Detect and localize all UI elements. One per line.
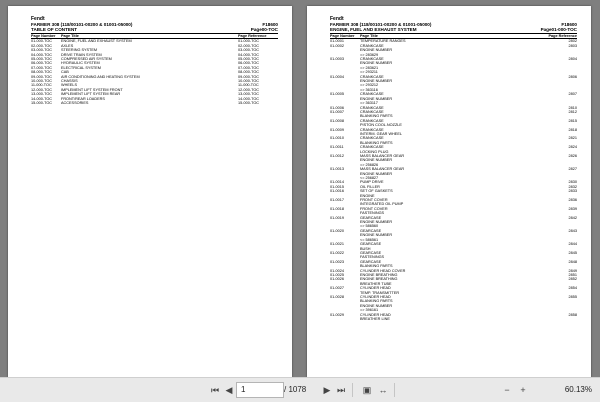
parts-page-title (360, 277, 541, 286)
parts-title-line: MASS BALANCER GEAR (360, 167, 405, 172)
parts-title-line: CRANKCASE (360, 109, 384, 114)
parts-title-line: OIL FILLER (360, 184, 380, 189)
parts-page-number: 01-0012 (330, 153, 344, 158)
toc-page-number: 04-000-TOC (31, 52, 53, 57)
parts-page-number: 01-0005 (330, 92, 344, 97)
parts-page-reference: 2839 (568, 206, 577, 211)
catalog-code: F18600 (561, 22, 577, 27)
page-title: FARMER 308 (118/00101-00200 & 01001-05000) (330, 22, 432, 27)
toc-page-number: 08-000-TOC (31, 70, 53, 75)
toc-page-title: AIR CONDITIONING AND HEATING SYSTEM (61, 74, 140, 79)
parts-row[interactable] (330, 75, 577, 93)
parts-page-reference: 2803 (568, 43, 577, 48)
parts-title-line: => 586560 (360, 224, 379, 229)
toc-page-reference: 06-000-TOC (238, 61, 260, 66)
parts-page-reference: 2832 (568, 184, 577, 189)
parts-row[interactable] (330, 229, 577, 242)
toc-page-reference: 08-000-TOC (238, 70, 260, 75)
toc-page-reference: 05-000-TOC (238, 57, 260, 62)
parts-page-reference: 2849 (568, 268, 577, 273)
parts-page-number: 01-0014 (330, 180, 344, 185)
parts-title-line: CRANKCASE (360, 136, 384, 141)
document-page-left (8, 6, 292, 378)
parts-page-number: 01-0006 (330, 105, 344, 110)
toc-page-reference: 13-000-TOC (238, 92, 260, 97)
last-page-icon[interactable]: ⏭ (336, 385, 346, 395)
fit-width-icon[interactable]: ↔ (378, 385, 388, 395)
parts-page-title (360, 128, 541, 137)
toc-page-reference: 15-000-TOC (238, 101, 260, 106)
parts-page-reference: 2804 (568, 57, 577, 62)
brand-name: Fendt (330, 16, 344, 22)
parts-row[interactable] (330, 57, 577, 75)
parts-title-line: => 283621 (360, 65, 379, 70)
parts-title-line: ENGINE NUMBER (360, 303, 393, 308)
page-reference: Page00-TOC (250, 27, 278, 33)
parts-title-line: CYLINDER HEAD (360, 286, 391, 291)
parts-page-title (360, 216, 541, 229)
zoom-level[interactable]: 60.13% (564, 385, 592, 394)
parts-title-line: CRANKCASE (360, 118, 384, 123)
toc-page-title: ENGINE, FUEL AND EXHAUST SYSTEM (61, 39, 132, 44)
parts-page-number: 01-0013 (330, 167, 344, 172)
fit-page-icon[interactable]: ▣ (362, 385, 372, 395)
parts-title-line: CRANKCASE (360, 74, 384, 79)
parts-title-line: => 293212 (360, 83, 379, 88)
parts-page-reference: 2810 (568, 105, 577, 110)
parts-page-number: 01-0017 (330, 198, 344, 203)
parts-page-title (360, 242, 541, 251)
toolbar-divider (394, 383, 395, 397)
parts-page-title (360, 119, 541, 128)
parts-page-title (360, 313, 541, 322)
parts-page-title (360, 260, 541, 269)
toolbar-divider (352, 383, 353, 397)
toc-page-title: ACCESSORIES (61, 101, 89, 106)
page-reference: Page01-000-TOC (540, 27, 577, 33)
parts-title-line: FASTENINGS (360, 255, 385, 260)
parts-title-line: ENGINE NUMBER (360, 61, 393, 66)
parts-page-reference: 2821 (568, 136, 577, 141)
parts-title-line: => 293211 (360, 70, 378, 75)
parts-title-line: BLANKING PARTS (360, 264, 393, 269)
parts-page-title (360, 75, 541, 93)
brand-name: Fendt (31, 16, 45, 22)
parts-page-number: 01-0024 (330, 268, 344, 273)
parts-title-line: ENGINE BREATHING (360, 277, 398, 282)
parts-row[interactable] (330, 286, 577, 295)
toc-page-title: CAB (61, 70, 69, 75)
parts-title-line: CRANKCASE (360, 43, 384, 48)
parts-title-line: CRANKCASE (360, 92, 384, 97)
toc-row[interactable] (31, 101, 278, 105)
catalog-code: F18600 (262, 22, 278, 27)
parts-page-number: 01-0026 (330, 277, 344, 282)
parts-page-reference: 2844 (568, 242, 577, 247)
parts-page-reference: 2815 (568, 118, 577, 123)
toc-page-reference: 03-000-TOC (238, 48, 260, 53)
parts-title-line: BLANKING PARTS (360, 140, 393, 145)
toc-page-reference: 04-000-TOC (238, 52, 260, 57)
toc-page-number: 15-000-TOC (31, 101, 53, 106)
parts-page-reference: 2836 (568, 198, 577, 203)
parts-page-reference: 2833 (568, 189, 577, 194)
parts-page-reference: 2843 (568, 228, 577, 233)
parts-page-number: 01-0028 (330, 294, 344, 299)
pdf-toolbar (0, 377, 600, 402)
parts-title-line: MASS BALANCER GEAR (360, 153, 405, 158)
toc-page-title: AXLES (61, 43, 74, 48)
parts-page-number: 01-0018 (330, 206, 344, 211)
parts-title-line: GEARCASE (360, 259, 382, 264)
parts-page-reference: 2852 (568, 277, 577, 282)
toc-page-reference: 12-000-TOC (238, 87, 260, 92)
toc-page-title: DRIVE TRAIN SYSTEM (61, 52, 102, 57)
parts-row[interactable] (330, 189, 577, 198)
parts-page-number: 01-0007 (330, 109, 344, 114)
parts-page-number: 01-0009 (330, 127, 344, 132)
parts-row[interactable] (330, 119, 577, 128)
toc-page-title: STEERING SYSTEM (61, 48, 98, 53)
toc-page-reference: 01-000-TOC (238, 39, 260, 44)
parts-title-line: SET OF GASKETS (360, 189, 393, 194)
parts-row[interactable] (330, 251, 577, 260)
parts-page-title (360, 92, 541, 105)
parts-index-table (330, 39, 577, 321)
page-total: / 1078 (284, 385, 307, 394)
parts-title-line: CYLINDER HEAD COVER (360, 268, 406, 273)
toc-page-number: 03-000-TOC (31, 48, 53, 53)
parts-page-number: 01-0025 (330, 272, 344, 277)
parts-title-line: BUSH (360, 246, 371, 251)
parts-page-number: 01-0001 (330, 39, 344, 44)
toc-page-number: 06-000-TOC (31, 61, 53, 66)
toc-page-title: CHASSIS (61, 79, 78, 84)
parts-title-line: => 396161 (360, 308, 379, 313)
parts-row[interactable] (330, 295, 577, 313)
toc-page-number: 12-000-TOC (31, 87, 53, 92)
parts-page-number: 01-0022 (330, 250, 344, 255)
parts-title-line: BLANKING PARTS (360, 299, 393, 304)
parts-page-reference: 2826 (568, 153, 577, 158)
parts-row[interactable] (330, 198, 577, 207)
parts-page-reference: 2855 (568, 294, 577, 299)
parts-page-reference: 2827 (568, 167, 577, 172)
toc-page-title: COMPRESSED AIR SYSTEM (61, 57, 112, 62)
parts-row[interactable] (330, 242, 577, 251)
parts-title-line: ENGINE NUMBER (360, 171, 393, 176)
toc-page-reference: 14-000-TOC (238, 96, 260, 101)
parts-page-title (360, 136, 541, 145)
parts-title-line: ENGINE NUMBER (360, 48, 393, 53)
toc-page-title: WHEELS (61, 83, 78, 88)
parts-page-number: 01-0008 (330, 118, 344, 123)
toc-page-title: ELECTRICAL SYSTEM (61, 65, 101, 70)
parts-page-number: 01-0023 (330, 259, 344, 264)
parts-title-line: CRANKCASE (360, 127, 384, 132)
parts-page-number: 01-0021 (330, 242, 344, 247)
parts-row[interactable] (330, 154, 577, 167)
column-header-number: Page Number (330, 33, 355, 38)
parts-title-line: TEMP. TRANSMITTER (360, 290, 400, 295)
parts-page-number: 01-0020 (330, 228, 344, 233)
zoom-out-icon[interactable]: − (504, 385, 510, 395)
prev-page-icon[interactable]: ◀ (225, 385, 233, 395)
document-page-right (307, 6, 591, 378)
parts-row[interactable] (330, 216, 577, 229)
parts-title-line: CYLINDER HEAD (360, 294, 391, 299)
parts-title-line: GEARCASE (360, 215, 382, 220)
parts-page-title (360, 229, 541, 242)
parts-page-title (360, 295, 541, 313)
toc-page-number: 01-000-TOC (31, 39, 53, 44)
toc-page-title: FRONT/REAR LOADERS (61, 96, 105, 101)
parts-row[interactable] (330, 207, 577, 216)
parts-row[interactable] (330, 44, 577, 57)
parts-page-reference: 2818 (568, 127, 577, 132)
parts-title-line: INTEGRATED OIL PUMP (360, 202, 404, 207)
toc-page-reference: 09-000-TOC (238, 74, 260, 79)
parts-title-line: ENGINE BREATHING (360, 272, 398, 277)
parts-page-reference: 2845 (568, 250, 577, 255)
parts-page-number: 01-0003 (330, 57, 344, 62)
parts-page-title (360, 110, 541, 119)
parts-row[interactable] (330, 92, 577, 105)
parts-title-line: FASTENINGS (360, 211, 385, 216)
parts-title-line: ENGINE (360, 193, 375, 198)
parts-title-line: TEMPERATURE RANGES (360, 39, 406, 44)
parts-title-line: CYLINDER HEAD (360, 312, 391, 317)
parts-title-line: PISTON COOL.NOZZLE (360, 123, 402, 128)
parts-title-line: FRONT COVER (360, 206, 388, 211)
parts-title-line: => 283629 (360, 52, 379, 57)
parts-title-line: ENGINE NUMBER (360, 158, 393, 163)
toc-page-reference: 07-000-TOC (238, 65, 260, 70)
page-number-input[interactable]: 1 (236, 382, 284, 398)
toc-page-number: 10-000-TOC (31, 79, 53, 84)
parts-page-number: 01-0019 (330, 215, 344, 220)
parts-title-line: GEARCASE (360, 242, 382, 247)
parts-page-number: 01-0027 (330, 286, 344, 291)
parts-title-line: BREATHER TUBE (360, 281, 392, 286)
parts-page-reference: 2802 (568, 39, 577, 44)
page-title: FARMER 308 (118/00101-00200 & 01001-05000) (31, 22, 133, 27)
parts-page-number: 01-0010 (330, 136, 344, 141)
column-header-title: Page Title (360, 33, 378, 38)
parts-page-reference: 2824 (568, 145, 577, 150)
parts-page-reference: 2806 (568, 74, 577, 79)
parts-page-title (360, 207, 541, 216)
parts-row[interactable] (330, 167, 577, 180)
parts-row[interactable] (330, 313, 577, 322)
parts-page-reference: 2848 (568, 259, 577, 264)
parts-title-line: FRONT COVER (360, 198, 388, 203)
parts-page-title (360, 44, 541, 57)
toc-page-number: 11-000-TOC (31, 83, 52, 88)
column-header-reference: Page Reference (548, 33, 577, 38)
column-header-title: Page Title (61, 33, 79, 38)
toc-page-reference: 10-000-TOC (238, 79, 260, 84)
toc-page-number: 05-000-TOC (31, 57, 53, 62)
parts-page-number: 01-0016 (330, 189, 344, 194)
parts-title-line: CRANKCASE (360, 145, 384, 150)
parts-page-reference: 2830 (568, 180, 577, 185)
first-page-icon[interactable]: ⏮ (210, 385, 220, 395)
parts-row[interactable] (330, 145, 577, 154)
parts-page-number: 01-0002 (330, 43, 344, 48)
next-page-icon[interactable]: ▶ (323, 385, 331, 395)
section-title: ENGINE, FUEL AND EXHAUST SYSTEM (330, 27, 417, 33)
toc-page-title: HYDRAULIC SYSTEM (61, 61, 100, 66)
parts-title-line: ENGINE NUMBER (360, 220, 393, 225)
parts-row[interactable] (330, 110, 577, 119)
toc-page-number: 07-000-TOC (31, 65, 53, 70)
parts-page-number: 01-0004 (330, 74, 344, 79)
parts-page-number: 01-0029 (330, 312, 344, 317)
parts-page-number: 01-0011 (330, 145, 344, 150)
parts-title-line: => 363116 (360, 87, 378, 92)
parts-title-line: LOCKING PLUG (360, 149, 389, 154)
zoom-in-icon[interactable]: + (520, 385, 526, 395)
parts-title-line: BREATHER LINE (360, 317, 390, 321)
parts-title-line: PUMP DRIVE (360, 180, 384, 185)
parts-title-line: INTERM. GEAR WHEEL (360, 131, 402, 136)
parts-page-title (360, 57, 541, 75)
column-header-number: Page Number (31, 33, 56, 38)
parts-title-line: BLANKING PARTS (360, 114, 393, 119)
parts-page-title (360, 251, 541, 260)
parts-page-title (360, 167, 541, 180)
parts-row[interactable] (330, 277, 577, 286)
parts-page-title (360, 286, 541, 295)
parts-page-title (360, 198, 541, 207)
toc-page-reference: 11-000-TOC (238, 83, 259, 88)
parts-title-line: => 256826 (360, 162, 379, 167)
parts-page-reference: 2807 (568, 92, 577, 97)
parts-page-reference: 2812 (568, 109, 577, 114)
parts-page-title (360, 145, 541, 154)
parts-title-line: ENGINE NUMBER (360, 79, 393, 84)
parts-title-line: => 363117 (360, 101, 378, 106)
parts-title-line: <= 256827 (360, 176, 379, 180)
toc-page-reference: 02-000-TOC (238, 43, 260, 48)
parts-title-line: CRANKCASE (360, 105, 384, 110)
parts-row[interactable] (330, 128, 577, 137)
parts-page-title (360, 189, 541, 198)
toc-page-number: 13-000-TOC (31, 92, 53, 97)
section-title: TABLE OF CONTENT (31, 27, 78, 33)
toc-table (31, 39, 278, 105)
parts-title-line: ENGINE NUMBER (360, 233, 393, 238)
toc-page-number: 02-000-TOC (31, 43, 53, 48)
column-header-reference: Page Reference (238, 33, 267, 38)
parts-page-title (360, 154, 541, 167)
parts-title-line: GEARCASE (360, 228, 382, 233)
parts-title-line: CRANKCASE (360, 57, 384, 62)
parts-page-number: 01-0015 (330, 184, 344, 189)
parts-title-line: ENGINE NUMBER (360, 96, 393, 101)
toc-page-number: 09-000-TOC (31, 74, 53, 79)
toc-page-number: 14-000-TOC (31, 96, 53, 101)
parts-row[interactable] (330, 260, 577, 269)
toc-page-title: IMPLEMENT LIFT SYSTEM REAR (61, 92, 121, 97)
parts-title-line: GEARCASE (360, 250, 382, 255)
parts-page-reference: 2854 (568, 286, 577, 291)
parts-page-reference: 2842 (568, 215, 577, 220)
toc-page-title: IMPLEMENT LIFT SYSTEM FRONT (61, 87, 123, 92)
parts-title-line: <= 586561 (360, 237, 379, 242)
parts-page-reference: 2858 (568, 312, 577, 317)
parts-page-reference: 2851 (568, 272, 577, 277)
parts-row[interactable] (330, 136, 577, 145)
